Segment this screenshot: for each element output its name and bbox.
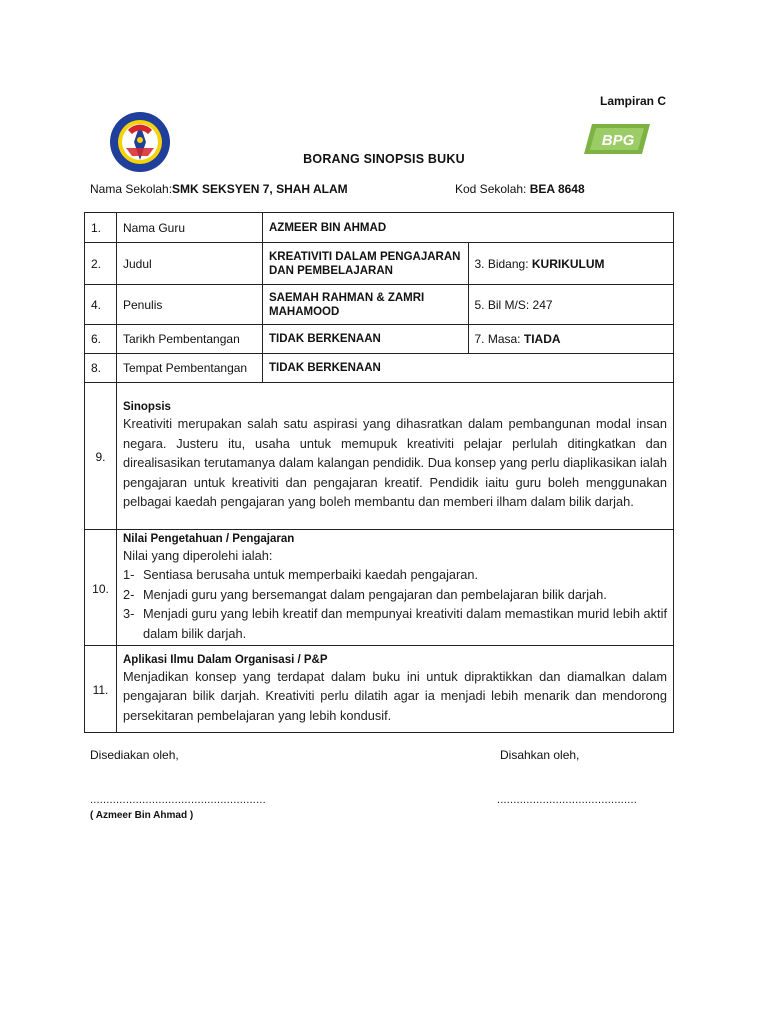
row-presentation-place: [85, 354, 674, 383]
list-text: Menjadi guru yang bersemangat dalam pengajaran dan pembelajaran bilik darjah.: [143, 586, 607, 602]
school-name-line: [90, 182, 348, 196]
section-number: 11.: [85, 646, 117, 733]
section-number: 10.: [85, 530, 117, 646]
presentation-place-value: TIDAK BERKENAAN: [263, 354, 674, 383]
field-cell: [468, 243, 674, 285]
time-cell: [468, 325, 674, 354]
nilai-intro: Nilai yang diperolehi ialah:: [123, 547, 273, 563]
aplikasi-text: Menjadikan konsep yang terdapat dalam buku ini untuk dipraktikkan dan diamalkan dalam pengajaran bilik darjah. Kreativiti perlu dilatih agar ia menjadi lebih menarik dan mendorong persekitaran pembelajaran yang lebih kondusif.: [123, 668, 667, 723]
row-label: Nama Guru: [117, 213, 263, 243]
row-presentation-date: [85, 325, 674, 354]
form-title: BORANG SINOPSIS BUKU: [303, 152, 465, 166]
list-number: 2-: [123, 586, 135, 602]
nilai-list: [123, 565, 667, 643]
page-count-cell: 5. Bil M/S: 247: [468, 285, 674, 325]
section-body: [117, 646, 674, 733]
section-heading: Aplikasi Ilmu Dalam Organisasi / P&P: [123, 653, 328, 666]
sinopsis-text: Kreativiti merupakan salah satu aspirasi yang dihasratkan dalam pembangunan modal insan negara. Justeru itu, usaha untuk memupuk kreativiti pelajar perlulah ditingkatkan dan direalisasikan terutamanya dalam kalangan pendidik. Dua konsep yang perlu diaplikasikan ialah pengajaran untuk kreativiti dan pengajaran kreatif. Pendidik iaitu guru boleh menggunakan pelbagai kaedah pengajaran yang boleh membantu dan memberi ilham dalam bilik darjah.: [123, 416, 667, 510]
row-label: Judul: [117, 243, 263, 285]
school-code-label: Kod Sekolah:: [455, 182, 530, 196]
lampiran-label: Lampiran C: [600, 94, 667, 108]
row-number: 2.: [85, 243, 117, 285]
row-author: [85, 285, 674, 325]
list-item: [123, 565, 667, 585]
section-aplikasi: [85, 646, 674, 733]
list-item: [123, 604, 667, 643]
list-number: 3-: [123, 606, 135, 622]
row-teacher-name: [85, 213, 674, 243]
section-sinopsis: [85, 383, 674, 530]
school-code-value: BEA 8648: [529, 182, 585, 196]
section-body: [117, 383, 674, 530]
author-value: SAEMAH RAHMAN & ZAMRI MAHAMOOD: [263, 285, 469, 325]
list-text: Sentiasa berusaha untuk memperbaiki kaedah pengajaran.: [143, 567, 479, 583]
signature-line-right: ...........................................: [497, 794, 638, 806]
list-text: Menjadi guru yang lebih kreatif dan mempunyai kreativiti dalam memastikan murid lebih aktif dalam bilik darjah.: [143, 606, 667, 641]
school-code-line: [455, 182, 585, 196]
section-heading: Nilai Pengetahuan / Pengajaran: [123, 532, 295, 545]
row-number: 4.: [85, 285, 117, 325]
teacher-name-value: AZMEER BIN AHMAD: [263, 213, 674, 243]
bpg-logo-text: BPG: [601, 132, 635, 149]
field-label: 3. Bidang:: [474, 256, 532, 271]
time-label: 7. Masa:: [474, 332, 524, 346]
book-title-value: KREATIVITI DALAM PENGAJARAN DAN PEMBELAJARAN: [263, 243, 469, 285]
signature-line-left: ......................................................: [90, 794, 266, 806]
approved-by-label: Disahkan oleh,: [500, 748, 580, 762]
section-nilai: [85, 530, 674, 646]
section-body: [117, 530, 674, 646]
list-number: 1-: [123, 567, 135, 583]
school-name-value: SMK SEKSYEN 7, SHAH ALAM: [172, 182, 348, 196]
row-number: 6.: [85, 325, 117, 354]
row-label: Tempat Pembentangan: [117, 354, 263, 383]
prepared-by-label: Disediakan oleh,: [90, 748, 179, 762]
row-number: 1.: [85, 213, 117, 243]
time-value: TIADA: [523, 332, 561, 346]
field-value: KURIKULUM: [531, 256, 605, 271]
section-number: 9.: [85, 383, 117, 530]
presentation-date-value: TIDAK BERKENAAN: [263, 325, 469, 354]
section-heading: Sinopsis: [123, 401, 171, 414]
list-item: [123, 585, 667, 605]
row-title: [85, 243, 674, 285]
synopsis-form-table: [84, 212, 674, 733]
row-label: Penulis: [117, 285, 263, 325]
signatory-name: ( Azmeer Bin Ahmad ): [90, 810, 194, 821]
school-name-label: Nama Sekolah:: [90, 182, 173, 196]
row-label: Tarikh Pembentangan: [117, 325, 263, 354]
row-number: 8.: [85, 354, 117, 383]
